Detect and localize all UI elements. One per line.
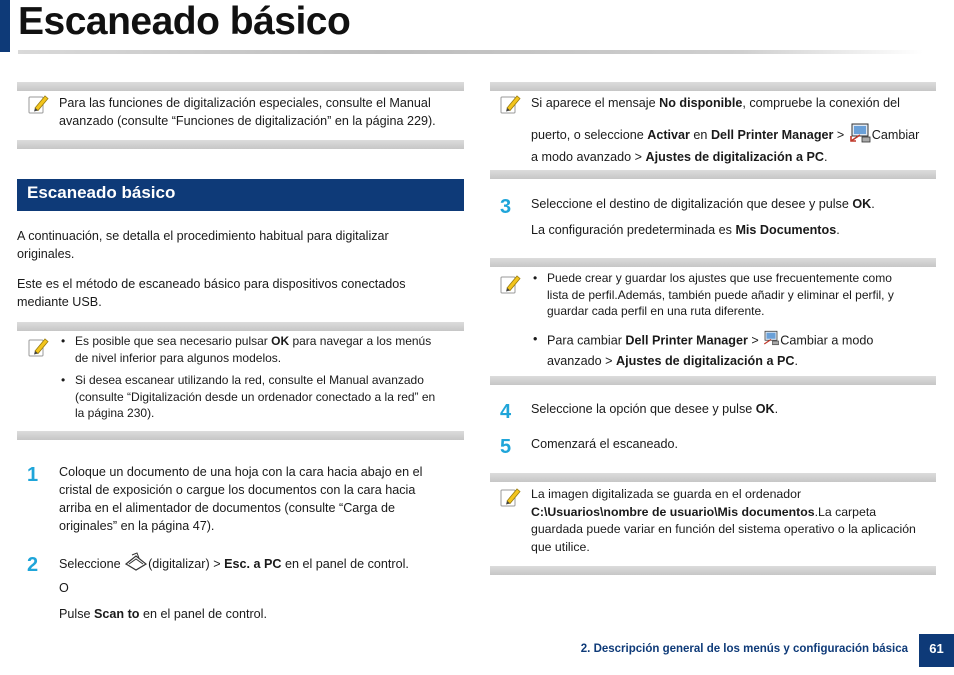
paragraph-line: originales. bbox=[17, 247, 75, 261]
or-text: O bbox=[59, 581, 69, 595]
note-pencil-icon bbox=[26, 336, 48, 358]
printer-manager-icon bbox=[848, 123, 872, 148]
title-accent-bar bbox=[0, 0, 10, 52]
note-bottom-bar bbox=[17, 140, 464, 149]
list-item: • Es posible que sea necesario pulsar OK para navegar a los menús de nivel inferior para algunos modelos. bbox=[61, 334, 432, 365]
note-line: avanzado (consulte “Funciones de digitalización” en la página 229). bbox=[59, 114, 436, 128]
step-text: Coloque un documento de una hoja con la cara hacia abajo en el cristal de exposición o cargue los documentos con la cara hacia arriba en el alimentador de documentos (consulte “Carga de originales” en la página 47). bbox=[59, 465, 423, 533]
step-number: 4 bbox=[500, 401, 512, 423]
note-top-bar bbox=[17, 322, 464, 331]
page-title: Escaneado básico bbox=[18, 0, 351, 43]
list-item: • Si desea escanear utilizando la red, consulte el Manual avanzado (consulte “Digitalización desde un ordenador conectado a la red” en la página 230). bbox=[61, 373, 436, 420]
note-text: Si aparece el mensaje No disponible, compruebe la conexión del puerto, o seleccione Activar en Dell Printer Manager > Cambiar a modo avanzado > Ajustes de digitalización a PC. bbox=[531, 96, 920, 164]
note-top-bar bbox=[490, 258, 936, 267]
note-bullet-list bbox=[61, 333, 466, 422]
intro-paragraph bbox=[17, 227, 457, 263]
note-pencil-icon bbox=[498, 486, 520, 508]
step-text: Seleccione el destino de digitalización que desee y pulse OK. bbox=[531, 197, 875, 211]
section-heading-text: Escaneado básico bbox=[27, 183, 176, 202]
step-text: Comenzará el escaneado. bbox=[531, 437, 679, 451]
step-number: 2 bbox=[27, 554, 39, 576]
paragraph-line: mediante USB. bbox=[17, 295, 102, 309]
usb-paragraph bbox=[17, 275, 457, 311]
note-bullet-list bbox=[533, 270, 938, 371]
note-bottom-bar bbox=[490, 376, 936, 385]
note-bottom-bar bbox=[17, 431, 464, 440]
section-heading bbox=[17, 179, 464, 211]
step-text: Seleccione la opción que desee y pulse OK. bbox=[531, 402, 779, 416]
page-number: 61 bbox=[919, 634, 954, 667]
scan-icon bbox=[124, 552, 148, 577]
list-item: • Puede crear y guardar los ajustes que use frecuentemente como lista de perfil.Además, también puede añadir y eliminar el perfil, y guardar cada perfil en una ruta diferente. bbox=[533, 271, 894, 318]
note-bottom-bar bbox=[490, 566, 936, 575]
note-text: La imagen digitalizada se guarda en el ordenador C:\Usuarios\nombre de usuario\Mis documentos.La carpeta guardada puede variar en función del sistema operativo o la aplicación que utilice. bbox=[531, 487, 916, 554]
paragraph-line: A continuación, se detalla el procedimiento habitual para digitalizar bbox=[17, 229, 389, 243]
step-subtext: La configuración predeterminada es Mis Documentos. bbox=[531, 223, 840, 237]
note-pencil-icon bbox=[498, 93, 520, 115]
title-divider bbox=[18, 50, 923, 54]
step-number: 1 bbox=[27, 464, 39, 486]
step-number: 5 bbox=[500, 436, 512, 458]
note-line: Para las funciones de digitalización especiales, consulte el Manual bbox=[59, 96, 431, 110]
note-top-bar bbox=[490, 82, 936, 91]
step-text: Seleccione (digitalizar) > Esc. a PC en el panel de control. bbox=[59, 552, 459, 577]
step-number: 3 bbox=[500, 196, 512, 218]
note-pencil-icon bbox=[26, 93, 48, 115]
printer-manager-icon bbox=[762, 330, 780, 352]
note-pencil-icon bbox=[498, 273, 520, 295]
note-bottom-bar bbox=[490, 170, 936, 179]
step-alt-text: Pulse Scan to en el panel de control. bbox=[59, 607, 267, 621]
note-top-bar bbox=[17, 82, 464, 91]
note-top-bar bbox=[490, 473, 936, 482]
list-item: • Para cambiar Dell Printer Manager > Cambiar a modo avanzado > Ajustes de digitalización a PC. bbox=[533, 331, 874, 368]
note-text bbox=[59, 94, 459, 130]
footer-chapter: 2. Descripción general de los menús y configuración básica bbox=[580, 643, 908, 655]
paragraph-line: Este es el método de escaneado básico para dispositivos conectados bbox=[17, 277, 406, 291]
